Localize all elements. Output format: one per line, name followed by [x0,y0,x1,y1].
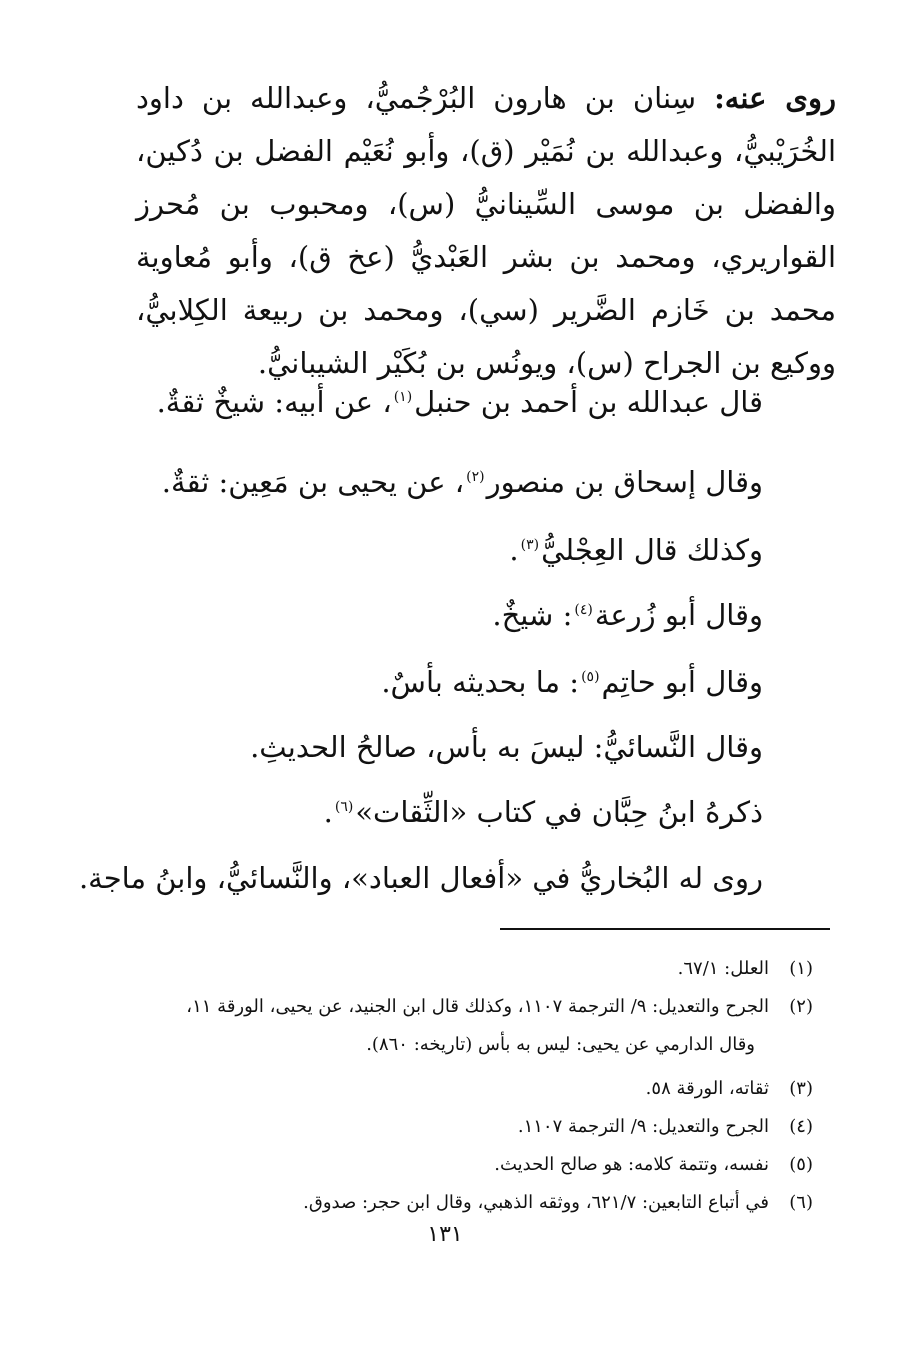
footnote-ref[interactable]: (٦) [334,799,354,816]
statement-line [492,595,763,635]
statement-line [509,530,763,570]
statement-line [79,858,763,898]
statement-text: وقال إسحاق بن منصور [486,465,763,499]
footnote-ref[interactable]: (٣) [520,537,540,554]
statement-text: ذكرهُ ابنُ حِبَّان في كتاب «الثِّقات» [355,795,763,829]
footnote-text: العلل: ٦٧/١. [677,958,769,979]
footnote-number: (٤) [789,1116,813,1137]
statement-text: وقال أبو حاتِم [601,665,763,699]
footnote-number: (١) [789,958,813,979]
footnote-ref[interactable]: (٤) [574,602,593,619]
statement-line [324,792,763,832]
footnote-text: ثقاته، الورقة ٥٨. [645,1078,769,1099]
footnote-text: نفسه، وتتمة كلامه: هو صالح الحديث. [494,1154,769,1175]
narrators-paragraph [136,72,836,390]
statement-text: : ما بحديثه بأسٌ. [381,665,580,699]
footnote-ref[interactable]: (٥) [581,669,600,686]
footnote-continuation: وقال الدارمي عن يحيى: ليس به بأس (تاريخه: ٨٦٠). [366,1034,755,1055]
page-number: ١٣١ [427,1222,463,1247]
footnote-item [678,955,813,983]
statement-text: وقال النَّسائيُّ: ليسَ به بأس، صالحُ الحديثِ. [250,730,763,764]
statement-text: وكذلك قال العِجْليُّ [541,533,763,567]
statement-text: ، عن أبيه: شيخٌ ثقةٌ. [156,385,392,419]
narrators-text: سِنان بن هارون البُرْجُميُّ، وعبدالله بن داود الخُرَيْبيُّ، وعبدالله بن نُمَيْر (ق)، وأبو نُعَيْم الفضل بن دُكين، والفضل بن موسى السِّينانيُّ (س)، ومحبوب بن مُحرز القواريري، ومحمد بن بشر العَبْديُّ (عخ ق)، وأبو مُعاوية محمد بن خَازم الضَّرير (سي)، ومحمد بن ربيعة الكِلابيُّ، ووكيع بن الجراح (س)، ويونُس بن بُكَيْر الشيبانيُّ. [136,81,836,380]
footnote-divider [500,928,830,930]
footnote-item [518,1113,813,1141]
footnote-item [494,1151,813,1179]
footnote-text: في أتباع التابعين: ٦٢١/٧، ووثقه الذهبي، وقال ابن حجر: صدوق. [303,1192,769,1213]
footnote-item [186,993,813,1021]
footnote-number: (٣) [789,1078,813,1099]
statement-text: روى له البُخاريُّ في «أفعال العباد»، والنَّسائيُّ، وابنُ ماجة. [78,861,763,895]
statement-line [381,662,763,702]
footnote-number: (٥) [789,1154,813,1175]
statement-text: قال عبدالله بن أحمد بن حنبل [414,385,763,419]
footnote-number: (٢) [789,996,813,1017]
statement-text: : شيخٌ. [492,598,573,632]
statement-line [250,727,763,767]
footnote-text: الجرح والتعديل: ٩/ الترجمة ١١٠٧. [517,1116,769,1137]
footnote-ref[interactable]: (٢) [466,469,485,486]
statement-text: . [509,533,519,567]
footnote-item [303,1189,813,1217]
footnote-number: (٦) [789,1192,813,1213]
footnote-item [646,1075,813,1103]
narrators-label: روى عنه: [714,81,836,115]
footnote-ref[interactable]: (١) [393,389,413,406]
statement-line [162,462,763,502]
statement-text: وقال أبو زُرعة [594,598,763,632]
footnote-text: الجرح والتعديل: ٩/ الترجمة ١١٠٧، وكذلك قال ابن الجنيد، عن يحيى، الورقة ١١، [186,996,769,1017]
statement-line [157,382,763,422]
statement-text: . [323,795,333,829]
statement-text: ، عن يحيى بن مَعِين: ثقةٌ. [161,465,465,499]
